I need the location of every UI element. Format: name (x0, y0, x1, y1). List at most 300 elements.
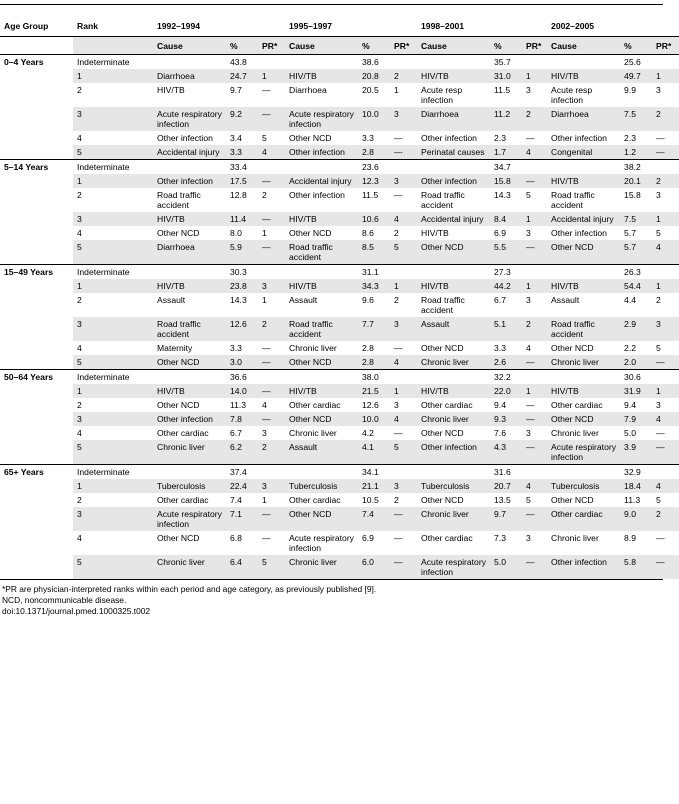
percent-cell: 11.5 (494, 85, 511, 95)
pr-cell: 3 (258, 479, 285, 493)
pr-cell: 5 (262, 133, 267, 143)
age-group-empty (0, 188, 73, 212)
percent-cell: 7.5 (620, 107, 652, 131)
cause-cell: HIV/TB (417, 279, 490, 293)
age-group-label: 50–64 Years (0, 370, 73, 385)
footnote-doi: doi:10.1371/journal.pmed.1000325.t002 (2, 606, 151, 616)
period-header: 1995–1997 (285, 5, 417, 37)
cause-cell: Other cardiac (289, 495, 341, 505)
percent-cell: 3.4 (230, 133, 242, 143)
age-group-empty (0, 131, 73, 145)
cause-cell: Tuberculosis (547, 479, 620, 493)
pr-cell-empty (258, 465, 285, 480)
percent-cell: 25.6 (620, 55, 652, 70)
pr-cell: 2 (652, 174, 679, 188)
pr-cell: 3 (656, 400, 661, 410)
cause-cell: Acute respiratory infection (289, 533, 354, 553)
indeterminate-label: Indeterminate (73, 160, 153, 175)
age-group-empty (0, 384, 73, 398)
pr-cell: 3 (394, 400, 399, 410)
cause-cell-empty (153, 370, 226, 385)
percent-cell: 20.1 (620, 174, 652, 188)
percent-cell: 49.7 (620, 69, 652, 83)
cause-cell: Other cardiac (547, 507, 620, 531)
percent-cell: 34.3 (358, 279, 390, 293)
pr-cell: 3 (390, 479, 417, 493)
cause-cell-empty (547, 160, 620, 175)
cause-cell: Other NCD (289, 228, 332, 238)
percent-cell: 5.7 (620, 240, 652, 265)
cause-subheader: Cause (285, 37, 358, 55)
percent-cell: 9.7 (490, 507, 522, 531)
age-group-empty (0, 174, 73, 188)
table-row (0, 188, 679, 212)
percent-cell: 32.2 (490, 370, 522, 385)
pr-cell: — (394, 190, 403, 200)
pr-cell: 3 (390, 317, 417, 341)
pr-cell-empty (390, 55, 417, 70)
pr-cell: 5 (526, 495, 531, 505)
percent-cell: 2.6 (490, 355, 522, 370)
table-body (0, 55, 679, 580)
rank-cell: 1 (73, 479, 153, 493)
pr-cell: — (258, 174, 285, 188)
percent-cell: 4.3 (490, 440, 522, 465)
percent-cell: 12.6 (226, 317, 258, 341)
period-header: 1992–1994 (153, 5, 285, 37)
pr-cell-empty (390, 160, 417, 175)
cause-cell: Accidental injury (285, 174, 358, 188)
pr-cell: 2 (394, 495, 399, 505)
cause-cell: HIV/TB (417, 384, 490, 398)
cause-cell: Other cardiac (421, 533, 473, 543)
pr-cell: — (526, 133, 535, 143)
percent-cell: 3.3 (494, 343, 506, 353)
cause-cell: Road traffic accident (551, 190, 595, 210)
cause-cell: Other cardiac (157, 495, 209, 505)
pr-cell-empty (652, 465, 679, 480)
cause-cell: HIV/TB (285, 279, 358, 293)
cause-cell: Other NCD (157, 228, 200, 238)
pr-cell: 1 (522, 279, 547, 293)
percent-cell: 5.9 (226, 240, 258, 265)
cause-cell: Chronic liver (153, 440, 226, 465)
percent-cell: 15.8 (490, 174, 522, 188)
percent-subheader: % (226, 37, 258, 55)
pr-cell: — (258, 212, 285, 226)
percent-cell: 11.3 (624, 495, 641, 505)
pr-cell: — (390, 555, 417, 579)
percent-cell: 5.1 (490, 317, 522, 341)
percent-cell: 31.1 (358, 265, 390, 280)
cause-cell: Other NCD (285, 412, 358, 426)
percent-cell: 3.0 (226, 355, 258, 370)
cause-cell-empty (285, 55, 358, 70)
cause-cell: Diarrhoea (547, 107, 620, 131)
age-group-empty (0, 212, 73, 226)
pr-cell: 1 (652, 212, 679, 226)
percent-cell: 37.4 (226, 465, 258, 480)
cause-cell: Assault (157, 295, 186, 305)
cause-cell: Assault (285, 440, 358, 465)
cause-cell: Other infection (417, 174, 490, 188)
cause-cell: Other infection (547, 555, 620, 579)
rank-cell: 5 (73, 440, 153, 465)
percent-cell: 35.7 (490, 55, 522, 70)
cause-cell: Assault (289, 295, 318, 305)
percent-cell: 20.8 (358, 69, 390, 83)
table-row (0, 107, 679, 131)
cause-cell: Other cardiac (421, 400, 473, 410)
percent-cell: 12.6 (362, 400, 379, 410)
cause-cell-empty (153, 465, 226, 480)
age-group-empty (0, 426, 73, 440)
cause-cell: Other cardiac (157, 428, 209, 438)
pr-cell: 1 (262, 495, 267, 505)
percent-cell: 6.0 (358, 555, 390, 579)
percent-cell: 5.7 (624, 228, 636, 238)
cause-cell: Other infection (153, 412, 226, 426)
cause-cell: Other infection (551, 133, 607, 143)
age-group-empty (0, 507, 73, 531)
pr-cell: — (652, 555, 679, 579)
age-group-empty (0, 107, 73, 131)
cause-cell: Other NCD (157, 533, 200, 543)
percent-cell: 21.1 (358, 479, 390, 493)
cause-cell: Acute respiratory infection (153, 107, 226, 131)
pr-cell-empty (258, 265, 285, 280)
rank-cell: 5 (73, 555, 153, 579)
pr-cell: 3 (526, 85, 531, 95)
percent-cell: 31.9 (620, 384, 652, 398)
percent-cell: 4.1 (358, 440, 390, 465)
percent-cell: 5.8 (620, 555, 652, 579)
cause-cell-empty (153, 265, 226, 280)
percent-cell: 4.4 (624, 295, 636, 305)
cause-cell: Chronic liver (417, 507, 490, 531)
rank-cell: 5 (73, 145, 153, 160)
cause-cell: Road traffic accident (285, 317, 358, 341)
age-group-label: 5–14 Years (0, 160, 73, 175)
pr-cell: 1 (522, 384, 547, 398)
cause-cell: Other cardiac (551, 400, 603, 410)
percent-cell: 3.3 (230, 343, 242, 353)
percent-cell: 7.8 (226, 412, 258, 426)
pr-cell-empty (390, 465, 417, 480)
table-row (0, 384, 679, 398)
table-row-indeterminate (0, 370, 679, 385)
pr-cell: 1 (262, 295, 267, 305)
rank-cell: 3 (73, 507, 153, 531)
pr-cell: 2 (656, 295, 661, 305)
percent-cell: 2.8 (358, 355, 390, 370)
cause-cell: Chronic liver (547, 355, 620, 370)
percent-cell: 9.9 (624, 85, 636, 95)
cause-cell: HIV/TB (547, 279, 620, 293)
causes-of-death-table (0, 5, 679, 579)
percent-subheader: % (358, 37, 390, 55)
pr-cell: 3 (390, 174, 417, 188)
percent-cell: 31.0 (490, 69, 522, 83)
table-row-indeterminate (0, 465, 679, 480)
percent-cell: 38.2 (620, 160, 652, 175)
pr-cell: 2 (262, 190, 267, 200)
percent-cell: 3.9 (620, 440, 652, 465)
rank-cell: 4 (77, 343, 82, 353)
percent-cell: 6.8 (230, 533, 242, 543)
pr-cell-empty (522, 160, 547, 175)
cause-cell: Other NCD (421, 428, 464, 438)
table-row (0, 317, 679, 341)
cause-cell: Diarrhoea (289, 85, 327, 95)
pr-cell: 3 (652, 317, 679, 341)
percent-cell: 7.7 (358, 317, 390, 341)
cause-cell: Chronic liver (417, 355, 490, 370)
rank-cell: 4 (77, 228, 82, 238)
pr-cell: — (258, 240, 285, 265)
pr-cell: — (522, 174, 547, 188)
pr-cell: — (522, 412, 547, 426)
table-figure (0, 4, 672, 617)
pr-cell: — (652, 355, 679, 370)
pr-cell: 3 (656, 190, 661, 200)
cause-cell: Other infection (289, 190, 345, 200)
pr-cell-empty (652, 160, 679, 175)
cause-cell-empty (417, 265, 490, 280)
pr-cell: 2 (522, 317, 547, 341)
cause-cell: Other NCD (551, 343, 594, 353)
cause-cell: Acute respiratory infection (417, 555, 490, 579)
cause-cell: Chronic liver (289, 343, 337, 353)
pr-cell: 5 (526, 190, 531, 200)
table-row (0, 279, 679, 293)
cause-subheader: Cause (153, 37, 226, 55)
cause-cell: Other NCD (421, 343, 464, 353)
pr-cell: 5 (656, 228, 661, 238)
cause-cell: Accidental injury (547, 212, 620, 226)
cause-cell: HIV/TB (153, 212, 226, 226)
subheader-blank (0, 37, 73, 55)
percent-cell: 2.8 (358, 145, 390, 160)
pr-cell: — (652, 145, 679, 160)
pr-cell: 1 (390, 384, 417, 398)
pr-cell: 3 (258, 279, 285, 293)
cause-cell: HIV/TB (285, 384, 358, 398)
age-group-empty (0, 69, 73, 83)
header-row-subcolumns (0, 37, 679, 55)
pr-cell: 1 (652, 279, 679, 293)
percent-cell: 9.6 (362, 295, 374, 305)
cause-cell: Assault (417, 317, 490, 341)
cause-cell: Maternity (157, 343, 193, 353)
percent-cell: 6.9 (362, 533, 374, 543)
pr-cell-empty (522, 370, 547, 385)
cause-cell: HIV/TB (285, 69, 358, 83)
pr-cell: — (522, 240, 547, 265)
percent-cell: 31.6 (490, 465, 522, 480)
pr-subheader: PR* (522, 37, 547, 55)
rank-header: Rank (73, 5, 153, 37)
cause-cell: HIV/TB (417, 69, 490, 83)
table-row (0, 226, 679, 240)
rank-cell: 1 (73, 279, 153, 293)
rank-cell: 4 (77, 533, 82, 543)
pr-cell: 3 (262, 428, 267, 438)
table-row (0, 212, 679, 226)
rank-cell: 4 (77, 428, 82, 438)
pr-cell: — (656, 428, 665, 438)
pr-cell: 1 (258, 69, 285, 83)
cause-cell: Other infection (157, 133, 213, 143)
table-row (0, 341, 679, 355)
period-header: 2002–2005 (547, 5, 679, 37)
pr-cell: 1 (394, 85, 399, 95)
table-row (0, 412, 679, 426)
pr-cell-empty (522, 55, 547, 70)
percent-cell: 8.9 (624, 533, 636, 543)
age-group-empty (0, 531, 73, 555)
cause-cell: HIV/TB (153, 279, 226, 293)
percent-cell: 11.5 (362, 190, 379, 200)
pr-cell: 3 (656, 85, 661, 95)
pr-cell: — (390, 507, 417, 531)
cause-cell: Other NCD (417, 240, 490, 265)
cause-cell: Road traffic accident (421, 295, 465, 315)
age-group-empty (0, 341, 73, 355)
percent-cell: 14.0 (226, 384, 258, 398)
pr-cell: 5 (656, 495, 661, 505)
percent-cell: 2.9 (620, 317, 652, 341)
rank-cell: 1 (73, 384, 153, 398)
percent-cell: 32.9 (620, 465, 652, 480)
percent-cell: 11.2 (490, 107, 522, 131)
percent-cell: 27.3 (490, 265, 522, 280)
pr-cell: — (258, 507, 285, 531)
pr-cell: 1 (652, 69, 679, 83)
percent-cell: 7.5 (620, 212, 652, 226)
cause-cell: Road traffic accident (285, 240, 358, 265)
table-row (0, 145, 679, 160)
cause-cell-empty (285, 465, 358, 480)
cause-cell-empty (285, 370, 358, 385)
percent-cell: 14.3 (230, 295, 247, 305)
table-row-indeterminate (0, 160, 679, 175)
pr-cell-empty (522, 465, 547, 480)
rank-cell: 2 (77, 400, 82, 410)
pr-cell: 4 (390, 355, 417, 370)
cause-cell: Other NCD (157, 400, 200, 410)
pr-cell: 4 (526, 343, 531, 353)
percent-cell: 8.6 (362, 228, 374, 238)
pr-cell: — (656, 133, 665, 143)
age-group-empty (0, 317, 73, 341)
cause-cell: Accidental injury (417, 212, 490, 226)
cause-cell: HIV/TB (153, 384, 226, 398)
pr-cell: — (522, 355, 547, 370)
cause-cell: Diarrhoea (153, 240, 226, 265)
percent-cell: 11.4 (226, 212, 258, 226)
cause-cell-empty (285, 160, 358, 175)
indeterminate-label: Indeterminate (73, 55, 153, 70)
age-group-label: 65+ Years (0, 465, 73, 480)
pr-cell: — (394, 533, 403, 543)
cause-cell-empty (417, 465, 490, 480)
cause-cell: HIV/TB (547, 174, 620, 188)
percent-cell: 5.5 (490, 240, 522, 265)
cause-cell: Acute respiratory infection (285, 107, 358, 131)
table-header (0, 5, 679, 55)
pr-cell: 4 (522, 479, 547, 493)
rank-cell: 2 (77, 295, 82, 305)
subheader-blank (73, 37, 153, 55)
cause-cell: Road traffic accident (421, 190, 465, 210)
pr-cell-empty (652, 55, 679, 70)
cause-cell: Other infection (153, 174, 226, 188)
cause-cell: Acute resp infection (421, 85, 463, 105)
percent-cell: 2.8 (362, 343, 374, 353)
percent-cell: 6.4 (226, 555, 258, 579)
age-group-label: 15–49 Years (0, 265, 73, 280)
percent-cell: 44.2 (490, 279, 522, 293)
indeterminate-label: Indeterminate (73, 370, 153, 385)
percent-subheader: % (490, 37, 522, 55)
pr-cell: 3 (390, 107, 417, 131)
age-group-empty (0, 355, 73, 370)
percent-cell: 9.4 (624, 400, 636, 410)
pr-cell: 2 (394, 295, 399, 305)
cause-cell: Acute respiratory infection (547, 440, 620, 465)
pr-cell: 1 (522, 69, 547, 83)
percent-cell: 5.0 (490, 555, 522, 579)
percent-cell: 20.5 (362, 85, 379, 95)
pr-subheader: PR* (258, 37, 285, 55)
cause-subheader: Cause (547, 37, 620, 55)
age-group-empty (0, 240, 73, 265)
table-row (0, 83, 679, 107)
table-row (0, 293, 679, 317)
cause-cell: HIV/TB (285, 212, 358, 226)
percent-cell: 8.5 (358, 240, 390, 265)
cause-cell-empty (547, 465, 620, 480)
percent-cell: 6.7 (230, 428, 242, 438)
pr-cell: 5 (258, 555, 285, 579)
table-row (0, 555, 679, 579)
cause-cell: Other NCD (153, 355, 226, 370)
pr-cell: — (258, 384, 285, 398)
percent-cell: 7.3 (494, 533, 506, 543)
percent-cell: 10.5 (362, 495, 379, 505)
table-row-indeterminate (0, 55, 679, 70)
percent-cell: 8.4 (490, 212, 522, 226)
cause-cell-empty (417, 160, 490, 175)
percent-cell: 7.6 (494, 428, 506, 438)
percent-cell: 3.3 (362, 133, 374, 143)
rank-cell: 5 (73, 240, 153, 265)
pr-cell: — (652, 440, 679, 465)
percent-cell: 8.0 (230, 228, 242, 238)
cause-cell: Acute respiratory infection (153, 507, 226, 531)
pr-cell: 3 (526, 533, 531, 543)
percent-cell: 18.4 (620, 479, 652, 493)
cause-cell: Assault (551, 295, 580, 305)
cause-cell: Other infection (285, 145, 358, 160)
rank-cell: 3 (73, 412, 153, 426)
percent-cell: 11.3 (230, 400, 247, 410)
percent-cell: 9.4 (494, 400, 506, 410)
pr-cell: — (394, 133, 403, 143)
percent-cell: 7.9 (620, 412, 652, 426)
rank-cell: 3 (73, 212, 153, 226)
